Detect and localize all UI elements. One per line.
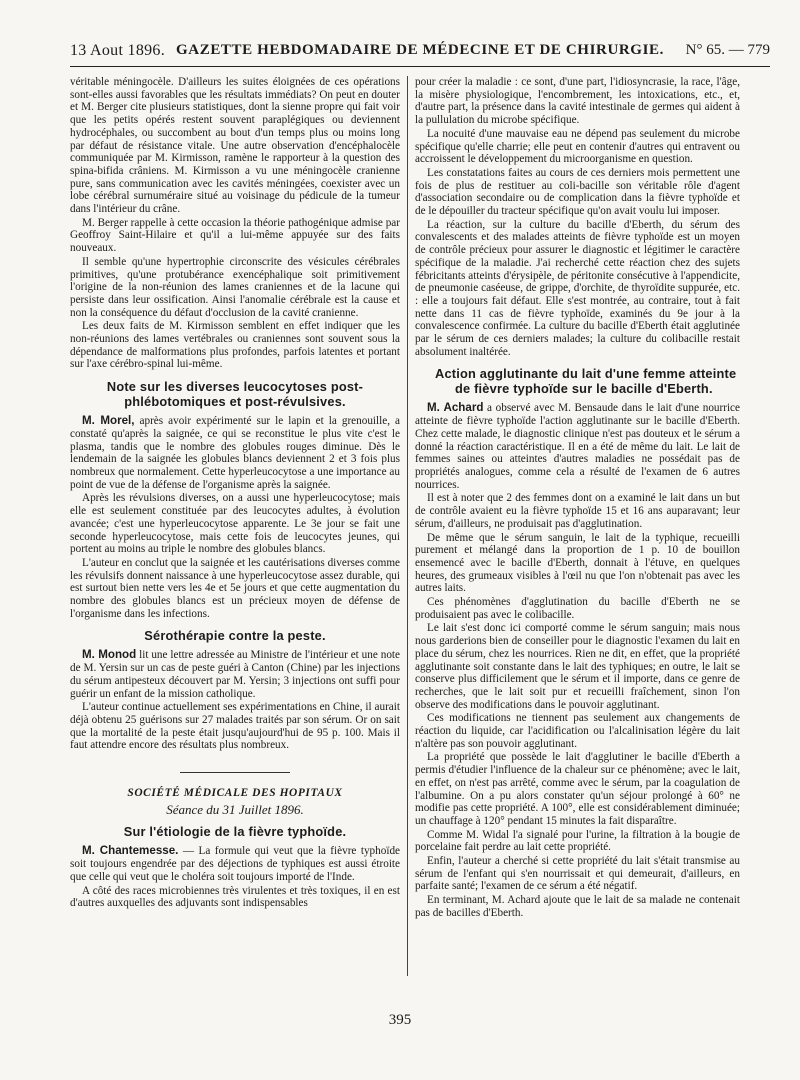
paragraph: Comme M. Widal l'a signalé pour l'urine, la filtration à la bougie de porcelaine fait perdre au lait cette propriété. — [415, 828, 740, 854]
paragraph: véritable méningocèle. D'ailleurs les suites éloignées de ces opérations sont-elles aussi favorables que les résultats immédiats? On peut en douter et M. Berger cite plusieurs statistiques, dont la sienne propre qui fait voir que les petits opérés restent souvent paraplégiques ou deviennent hydrocéphales, ou succombent au bout d'un temps plus ou moins long par défaut de résistance vitale. Une autre observation d'encéphalocèle communiquée par M. Kirmisson, ramène le rapporteur à la question des spina-bifida crâniens. M. Kirmisson a vu une méningocèle cranienne pure, sans communication avec les cavités méningées, coexister avec un lobe cérébral surnuméraire situé au voisinage du pédicule de la tumeur dans l'intérieur du crâne. — [70, 76, 400, 216]
society-title: SOCIÉTÉ MÉDICALE DES HOPITAUX — [127, 787, 343, 800]
section-heading-typhoide: Sur l'étiologie de la fièvre typhoïde. — [123, 824, 347, 840]
section-heading-leucocytoses: Note sur les diverses leucocytoses post-phlébotomiques et post-révulsives. — [106, 379, 364, 410]
section-heading-lait-agglutinant: Action agglutinante du lait d'une femme atteinte de fièvre typhoïde sur le bacille d'Eberth. — [435, 366, 737, 397]
paragraph: Il semble qu'une hypertrophie circonscrite des vésicules cérébrales primitives, qu'une protubérance exencéphalique soit primitivement l'origine de la non-réunion des lames craniennes et de la lacune qui persiste dans leur ossification. Ainsi l'anomalie cérébrale est la cause et non la conséquence du défaut d'occlusion de la cavité cranienne. — [70, 255, 400, 319]
issue-number: N° 65. — 779 — [685, 42, 770, 58]
paragraph: La propriété que possède le lait d'agglutiner le bacille d'Eberth a permis d'étudier l'influence de la chaleur sur ce phénomène; avec le lait, en effet, on n'est pas arrêté, comme avec le sérum, par la coagulation de l'albumine. On a pu alors constater qu'un séjour prolongé à 60° ne modifie pas cette propriété. A 100°, elle est considérablement diminuée; un chauffage à 120° pendant 15 minutes la fait disparaître. — [415, 751, 740, 827]
page-number: 395 — [388, 1012, 412, 1028]
paragraph: M. Berger rappelle à cette occasion la théorie pathogénique admise par Geoffroy Saint-Hilaire et qu'il a lui-même appuyée sur des faits nouveaux. — [70, 216, 400, 255]
paragraph: pour créer la maladie : ce sont, d'une part, l'idiosyncrasie, la race, l'âge, la misère physiologique, l'encombrement, les intoxications, etc., et, d'autre part, la présence dans la cavité intestinale de germes qui aident à la pullulation du microbe spécifique. — [415, 76, 740, 127]
paragraph: La nocuité d'une mauvaise eau ne dépend pas seulement du microbe spécifique qu'elle charrie; elle peut en contenir d'autres qui entravent ou accroissent le développement du microorganisme en question. — [415, 127, 740, 166]
paragraph: En terminant, M. Achard ajoute que le lait de sa malade ne contenait pas de bacilles d'Eberth. — [415, 894, 740, 919]
paragraph: Le lait s'est donc ici comporté comme le sérum sanguin; mais nous nous garderions bien de conseiller pour le diagnostic l'examen du lait en place du sérum, chez les nourrices. Rien ne dit, en effet, que la propriété agglutinante soit constante dans le lait des typhiques; en outre, le lait se conserve plus difficilement que le sérum et il importe, dans ce genre de recherches, que le lait soit pur et recueilli fraîchement, sinon l'on observe des modifications dans le pouvoir agglutinant. — [415, 622, 740, 711]
paragraph: M. Chantemesse. — La formule qui veut que la fièvre typhoïde soit toujours engendrée par des déjections de typhiques est aussi étroite que celle qui veut que le choléra soit toujours importé de l'Inde. — [70, 844, 401, 883]
paragraph: Ces phénomènes d'agglutination du bacille d'Eberth ne se produisaient pas avec le colibacille. — [415, 596, 740, 621]
paragraph: Après les révulsions diverses, on a aussi une hyperleucocytose; mais elle est seulement constituée par des leucocytes adultes, à évolution avancée; c'est une hyperleucocytose apparente. Le 3e jour se fait une seconde hyperleucocytose, mais cette fois de leucocytes jeunes, qui portent au moins au triple le nombre des globules blancs. — [70, 492, 400, 556]
paragraph: Les deux faits de M. Kirmisson semblent en effet indiquer que les non-réunions des lames vertébrales ou craniennes sont souvent sous la dépendance de malformations plus profondes, parfois latentes et portant sur l'axe cérébro-spinal lui-même. — [70, 320, 400, 371]
paragraph: Il est à noter que 2 des femmes dont on a examiné le lait dans un but de contrôle avaient eu la fièvre typhoïde 15 et 16 ans auparavant; leur sérum, d'ailleurs, ne produisait pas d'agglutination. — [415, 492, 740, 530]
paragraph: L'auteur en conclut que la saignée et les cautérisations diverses comme les révulsifs donnent naissance à une hyperleucocytose assez durable, qui est surtout bien nette vers les 4e et 5e jours et que cette augmentation du nombre des globules blancs est un précieux moyen de défense de l'organisme dans les infections. — [70, 556, 400, 620]
issue-date: 13 Aout 1896. — [70, 42, 166, 59]
paragraph: La réaction, sur la culture du bacille d'Eberth, du sérum des convalescents et des malades atteints de fièvre typhoïde est un moyen de contrôle précieux pour assurer le diagnostic et légitimer le caractère spécifique de la maladie. J'ai recherché cette réaction chez des sujets fébricitants atteints d'érysipèle, de péritonite consécutive à l'appendicite, de pneumonie caséeuse, de grippe, d'orchite, de thyroïdite suppurée, etc. : elle a toujours fait défaut. Elle s'est montrée, au contraire, tout à fait nette dans 11 cas de fièvre typhoïde, examinés du 9e jour à la convalescence confirmée. La culture du bacille d'Eberth était agglutinée par le sérum de ces derniers malades; la culture du colibacille restait absolument inaltérée. — [415, 218, 740, 358]
section-divider — [180, 772, 290, 773]
journal-title: GAZETTE HEBDOMADAIRE DE MÉDECINE ET DE CHIRURGIE. — [176, 42, 664, 58]
paragraph: Enfin, l'auteur a cherché si cette propriété du lait s'était transmise au sérum de l'enfant qui s'en nourrissait et qui demeurait, d'ailleurs, en parfaite santé; l'examen de ce sérum a été négatif. — [415, 855, 740, 893]
left-column — [70, 76, 400, 911]
paragraph: M. Achard a observé avec M. Bensaude dans le lait d'une nourrice atteinte de fièvre typhoïde l'action agglutinante sur le bacille d'Eberth. Chez cette malade, le diagnostic clinique n'est pas douteux et le sérum a donné la réaction caractéristique. Il en a été de même du lait. Le lait de femmes saines ou atteintes d'autres maladies ne possédait pas de propriétés analogues, comme cela a résulté de l'examen de 6 autres nourrices. — [415, 401, 740, 491]
column-rule — [407, 76, 408, 976]
paragraph: Les constatations faites au cours de ces derniers mois permettent une fois de plus de restituer au coli-bacille son véritable rôle d'agent d'association secondaire ou de complication dans la fièvre typhoïde et de le dépouiller du tracteur spécifique qu'on avait voulu lui imposer. — [415, 166, 740, 218]
speaker-name: M. Morel, — [82, 414, 135, 428]
paragraph: L'auteur continue actuellement ses expérimentations en Chine, il aurait déjà obtenu 25 guérisons sur 27 malades traités par son sérum. Or on sait que la mortalité de la peste était jusqu'aujourd'hui de 95 p. 100. Mais il faut attendre encore des résultats plus nombreux. — [70, 701, 400, 752]
paragraph: Ces modifications ne tiennent pas seulement aux changements de réaction du liquide, car l'acidification ou l'alcalinisation légère du lait n'altère pas son pouvoir agglutinant. — [415, 712, 740, 750]
paragraph: A côté des races microbiennes très virulentes et très toxiques, il en est d'autres auxquelles des adjuvants sont indispensables — [70, 884, 400, 910]
paragraph: M. Monod lit une lettre adressée au Ministre de l'intérieur et une note de M. Yersin sur un cas de peste guéri à Canton (Chine) par les injections du sérum antipesteux découvert par M. Yersin; 3 injections ont suffi pour guérir un enfant de la mission catholique. — [70, 648, 400, 700]
session-date: Séance du 31 Juillet 1896. — [166, 801, 304, 817]
speaker-name: M. Achard — [427, 401, 484, 415]
right-column — [415, 76, 740, 921]
speaker-name: M. Monod — [82, 648, 137, 662]
running-header — [70, 40, 770, 67]
section-heading-serotherapie: Sérothérapie contre la peste. — [144, 628, 326, 644]
paragraph: M. Morel, après avoir expérimenté sur le lapin et la grenouille, a constaté qu'après la saignée, ce qui se reconstitue le plus vite c'est le plasma, tandis que le nombre des globules rouges diminue. Dès le lendemain de la saignée les globules blancs deviennent 2 et 3 fois plus nombreux que normalement. Cette hyperleucocytose a une importance au point de vue de la défense de l'organisme après la saignée. — [70, 414, 401, 491]
paragraph: De même que le sérum sanguin, le lait de la typhique, recueilli purement et mélangé dans la proportion de 1 p. 10 de bouillon ensemencé avec le bacille d'Eberth, donnait à l'étuve, en quelques heures, des grumeaux visibles à l'œil nu que l'on n'obtenait pas avec les autres laits. — [415, 531, 740, 595]
speaker-name: M. Chantemesse. — [82, 844, 179, 858]
